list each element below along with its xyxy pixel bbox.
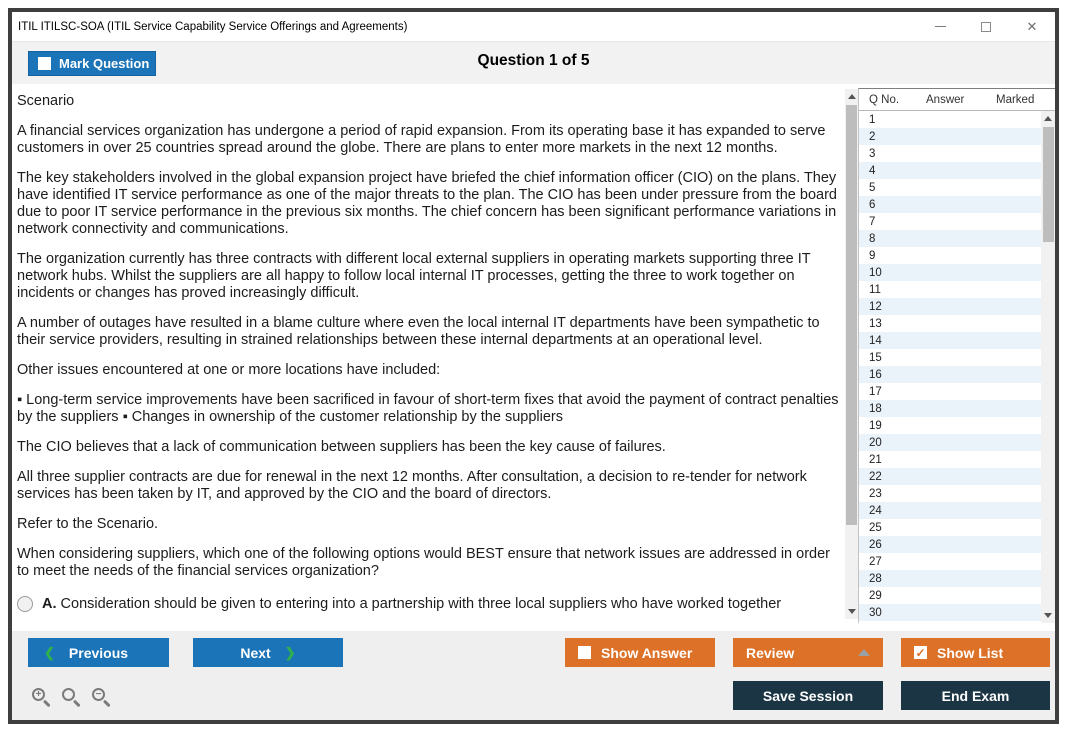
question-list-panel: [858, 88, 1055, 623]
question-number: 13: [869, 317, 882, 330]
question-number: 19: [869, 419, 882, 432]
question-number: 26: [869, 538, 882, 551]
question-number: 18: [869, 402, 882, 415]
column-qno: Q No.: [869, 93, 900, 106]
question-row[interactable]: [859, 502, 1042, 519]
minus-icon: −: [95, 688, 102, 700]
question-row[interactable]: [859, 315, 1042, 332]
exam-window: [8, 8, 1059, 724]
zoom-in-button[interactable]: [30, 686, 53, 709]
question-number: 23: [869, 487, 882, 500]
question-row[interactable]: [859, 468, 1042, 485]
scenario-paragraph: Refer to the Scenario.: [17, 516, 159, 532]
triangle-down-icon: [1044, 613, 1052, 618]
close-button[interactable]: [1009, 12, 1055, 41]
triangle-up-icon: [848, 94, 856, 99]
column-answer: Answer: [926, 93, 965, 106]
maximize-button[interactable]: [963, 12, 1009, 41]
scenario-paragraph: ▪ Long-term service improvements have been sacrificed in favour of short-term fixes that avoid the payment of contract penalties by the suppliers ▪ Changes in ownership of the customer relationship by the suppliers: [17, 392, 839, 425]
scroll-thumb[interactable]: [846, 105, 857, 525]
question-row[interactable]: [859, 570, 1042, 587]
question-row[interactable]: [859, 383, 1042, 400]
question-number: 27: [869, 555, 882, 568]
question-number: 1: [869, 113, 876, 126]
question-row[interactable]: [859, 298, 1042, 315]
end-exam-label: End Exam: [941, 687, 1010, 704]
plus-icon: +: [35, 688, 42, 700]
mark-question-label: Mark Question: [59, 56, 150, 71]
question-number: 29: [869, 589, 882, 602]
show-list-label: Show List: [937, 644, 1004, 661]
question-number: 5: [869, 181, 876, 194]
question-row[interactable]: [859, 230, 1042, 247]
question-row[interactable]: [859, 128, 1042, 145]
save-session-button[interactable]: [733, 681, 883, 710]
question-number: 3: [869, 147, 876, 160]
question-row[interactable]: [859, 417, 1042, 434]
close-icon: ✕: [1026, 18, 1038, 34]
question-row[interactable]: [859, 553, 1042, 570]
window-controls: [917, 12, 1055, 41]
question-row[interactable]: [859, 434, 1042, 451]
chevron-left-icon: ❮: [44, 644, 55, 660]
zoom-reset-button[interactable]: [60, 686, 83, 709]
question-row[interactable]: [859, 111, 1042, 128]
question-row[interactable]: [859, 264, 1042, 281]
question-row[interactable]: [859, 179, 1042, 196]
content-scrollbar[interactable]: [845, 89, 858, 619]
previous-button[interactable]: [28, 638, 169, 667]
question-number: 20: [869, 436, 882, 449]
question-row[interactable]: [859, 162, 1042, 179]
review-label: Review: [746, 644, 795, 661]
question-number: 6: [869, 198, 876, 211]
bottom-bar: [12, 631, 1055, 720]
previous-label: Previous: [68, 644, 129, 661]
question-row[interactable]: [859, 281, 1042, 298]
question-content: [17, 93, 841, 613]
triangle-down-icon: [848, 609, 856, 614]
question-counter: Question 1 of 5: [477, 52, 590, 69]
question-number: 8: [869, 232, 876, 245]
answer-option-a: [17, 596, 841, 613]
question-row[interactable]: [859, 451, 1042, 468]
column-marked: Marked: [996, 93, 1035, 106]
window-title: ITIL ITILSC-SOA (ITIL Service Capability Service Offerings and Agreements): [18, 20, 408, 33]
scenario-paragraph: When considering suppliers, which one of the following options would BEST ensure that network issues are addressed in order to meet the needs of the financial services organization?: [17, 546, 830, 579]
question-row[interactable]: [859, 332, 1042, 349]
scroll-up-button[interactable]: [845, 89, 858, 104]
question-row[interactable]: [859, 145, 1042, 162]
scenario-paragraph: The CIO believes that a lack of communication between suppliers has been the key cause of failures.: [17, 439, 666, 455]
question-row[interactable]: [859, 400, 1042, 417]
question-row[interactable]: [859, 196, 1042, 213]
save-session-label: Save Session: [762, 687, 854, 704]
scenario-paragraph: A number of outages have resulted in a blame culture where even the local internal IT departments have been sympathetic to their service providers, resulting in strained relationships between these internal departments at an operational level.: [17, 315, 820, 348]
triangle-up-icon: [1044, 116, 1052, 121]
show-list-button[interactable]: [901, 638, 1050, 667]
scenario-paragraph: All three supplier contracts are due for renewal in the next 12 months. After consultation, a decision to re-tender for network services has been taken by IT, and approved by the CIO and the board of directors.: [17, 469, 807, 502]
question-row[interactable]: [859, 604, 1042, 621]
question-row[interactable]: [859, 247, 1042, 264]
question-number: 25: [869, 521, 882, 534]
question-number: 14: [869, 334, 882, 347]
show-answer-button[interactable]: [565, 638, 715, 667]
question-number: 4: [869, 164, 876, 177]
scenario-paragraph: A financial services organization has undergone a period of rapid expansion. From its operating base it has expanded to serve customers in over 25 countries spread around the globe. There are plans to enter more markets in the next 12 months.: [17, 123, 826, 156]
question-row[interactable]: [859, 366, 1042, 383]
option-a-text: A. Consideration should be given to entering into a partnership with three local suppliers who have worked together: [42, 596, 782, 612]
question-number: 21: [869, 453, 882, 466]
question-number: 16: [869, 368, 882, 381]
magnifier-icon: [62, 688, 75, 701]
minimize-icon: [935, 26, 946, 28]
question-row[interactable]: [859, 349, 1042, 366]
question-number: 2: [869, 130, 876, 143]
zoom-tools: [30, 686, 113, 709]
main-area: [12, 84, 1055, 631]
show-answer-label: Show Answer: [601, 644, 693, 661]
header-strip: [12, 42, 1055, 84]
question-row[interactable]: [859, 213, 1042, 230]
question-row[interactable]: [859, 536, 1042, 553]
zoom-out-button[interactable]: [90, 686, 113, 709]
question-row[interactable]: [859, 519, 1042, 536]
scenario-paragraph: Other issues encountered at one or more locations have included:: [17, 362, 441, 378]
scroll-down-button[interactable]: [845, 604, 858, 619]
question-number: 11: [869, 283, 881, 296]
scenario-paragraph: The organization currently has three contracts with different local external suppliers in operating markets supporting three IT network hubs. Whilst the suppliers are all happy to follow local internal IT processes, getting the three to work together on incidents or changes has proved increasingly difficult.: [17, 251, 811, 301]
question-row[interactable]: [859, 587, 1042, 604]
list-scroll-down-button[interactable]: [1041, 608, 1055, 623]
scenario-paragraph: Scenario: [17, 93, 75, 109]
question-list-scrollbar[interactable]: [1041, 111, 1055, 623]
chevron-right-icon: ❯: [284, 644, 296, 660]
check-icon: ✓: [915, 645, 926, 660]
option-a-letter: A.: [42, 596, 57, 612]
question-number: 22: [869, 470, 882, 483]
question-number: 15: [869, 351, 882, 364]
option-a-radio[interactable]: [17, 596, 33, 612]
question-number: 28: [869, 572, 882, 585]
list-scroll-up-button[interactable]: [1041, 111, 1055, 126]
question-number: 10: [869, 266, 882, 279]
minimize-button[interactable]: [917, 12, 963, 41]
scenario-paragraph: The key stakeholders involved in the global expansion project have briefed the chief information officer (CIO) on the plans. They have identified IT service performance as one of the major threats to the plan. The CIO has been under pressure from the board due to poor IT service performance in the previous six months. The chief concern has been significant performance variations in network connectivity and communications.: [17, 170, 837, 237]
question-number: 30: [869, 606, 882, 619]
checkbox-unchecked-icon: [578, 646, 591, 659]
question-list-rows: [859, 111, 1042, 623]
titlebar: [12, 12, 1055, 42]
question-row[interactable]: [859, 485, 1042, 502]
question-number: 12: [869, 300, 882, 313]
next-button[interactable]: [193, 638, 343, 667]
triangle-up-icon: [858, 649, 870, 656]
maximize-icon: [981, 22, 991, 32]
question-number: 24: [869, 504, 882, 517]
checkbox-checked-icon: [914, 646, 927, 659]
end-exam-button[interactable]: [901, 681, 1050, 710]
question-number: 17: [869, 385, 882, 398]
question-list-header: [859, 89, 1055, 111]
scenario-text: [17, 93, 841, 580]
question-number: 7: [869, 215, 876, 228]
question-number: 9: [869, 249, 876, 262]
next-label: Next: [240, 644, 271, 661]
list-scroll-thumb[interactable]: [1043, 127, 1054, 242]
review-button[interactable]: [733, 638, 883, 667]
